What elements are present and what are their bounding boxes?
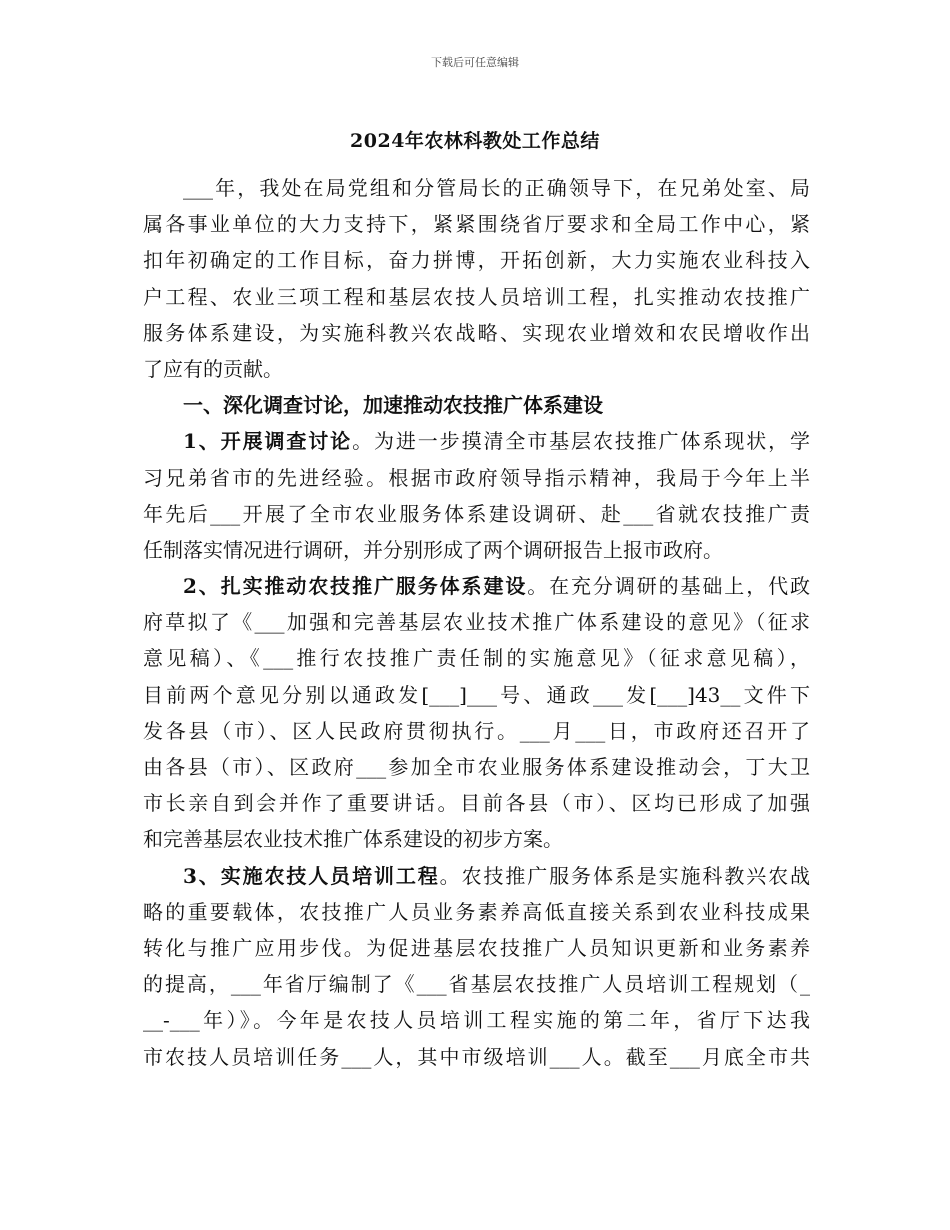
text-line xyxy=(143,568,810,604)
text-line: 市长亲自到会并作了重要讲话。目前各县（市）、区均已形成了加强 xyxy=(143,791,810,816)
intro-paragraph xyxy=(143,170,810,387)
item-text: 。农技推广服务体系是实施科教兴农战 xyxy=(439,863,810,888)
text-line xyxy=(143,858,810,894)
text-line: 任制落实情况进行调研，并分别形成了两个调研报告上报市政府。 xyxy=(143,537,723,562)
text-line: 属各事业单位的大力支持下，紧紧围绕省厅要求和全局工作中心，紧 xyxy=(143,212,810,237)
text-line: 发各县（市）、区人民政府贯彻执行。___月___日，市政府还召开了 xyxy=(143,718,810,743)
text-line: 服务体系建设，为实施科教兴农战略、实现农业增效和农民增收作出 xyxy=(143,320,810,345)
text-line: 扣年初确定的工作目标，奋力拼博，开拓创新，大力实施农业科技入 xyxy=(143,248,810,273)
item-lead: 2、扎实推动农技推广服务体系建设 xyxy=(183,574,528,599)
document-title: 2024年农林科教处工作总结 xyxy=(350,130,600,152)
item-text: 。在充分调研的基础上，代政 xyxy=(527,574,810,599)
text-line: 市农技人员培训任务___人，其中市级培训___人。截至___月底全市共 xyxy=(143,1044,810,1069)
text-line: ___年，我处在局党组和分管局长的正确领导下，在兄弟处室、局 xyxy=(183,176,810,200)
text-line: 府草拟了《___加强和完善基层农业技术推广体系建设的意见》（征求 xyxy=(143,610,810,635)
item-3-paragraph xyxy=(143,858,810,1075)
text-line xyxy=(143,423,810,459)
text-line: 意见稿）、《___推行农技推广责任制的实施意见》（征求意见稿）， xyxy=(143,646,810,671)
text-line: 和完善基层农业技术推广体系建设的初步方案。 xyxy=(143,827,563,852)
header-note: 下载后可任意编辑 xyxy=(431,56,519,69)
text-line: 转化与推广应用步伐。为促进基层农技推广人员知识更新和业务素养 xyxy=(143,935,810,960)
document-body xyxy=(143,170,810,1075)
text-line: 目前两个意见分别以通政发[___]___号、通政___发[___]43__文件下 xyxy=(143,682,810,707)
section-heading: 一、深化调查讨论，加速推动农技推广体系建设 xyxy=(183,393,603,418)
item-text: 。为进一步摸清全市基层农技推广体系现状，学 xyxy=(352,429,810,454)
item-1-paragraph xyxy=(143,423,810,568)
text-line: 户工程、农业三项工程和基层农技人员培训工程，扎实推动农技推广 xyxy=(143,284,810,309)
text-line: __-___年）》。今年是农技人员培训工程实施的第二年，省厅下达我 xyxy=(143,1008,810,1033)
text-line: 由各县（市）、区政府___参加全市农业服务体系建设推动会，丁大卫 xyxy=(143,755,810,779)
text-line: 年先后___开展了全市农业服务体系建设调研、赴___省就农技推广责 xyxy=(143,501,810,526)
text-line: 略的重要载体，农技推广人员业务素养高低直接关系到农业科技成果 xyxy=(143,899,810,924)
item-lead: 1、开展调查讨论 xyxy=(183,429,353,454)
item-lead: 3、实施农技人员培训工程 xyxy=(183,863,440,888)
text-line: 的提高，___年省厅编制了《___省基层农技推广人员培训工程规划（_ xyxy=(143,972,810,997)
item-2-paragraph xyxy=(143,568,810,858)
text-line: 了应有的贡献。 xyxy=(143,356,283,381)
text-line: 习兄弟省市的先进经验。根据市政府领导指示精神，我局于今年上半 xyxy=(143,465,810,490)
